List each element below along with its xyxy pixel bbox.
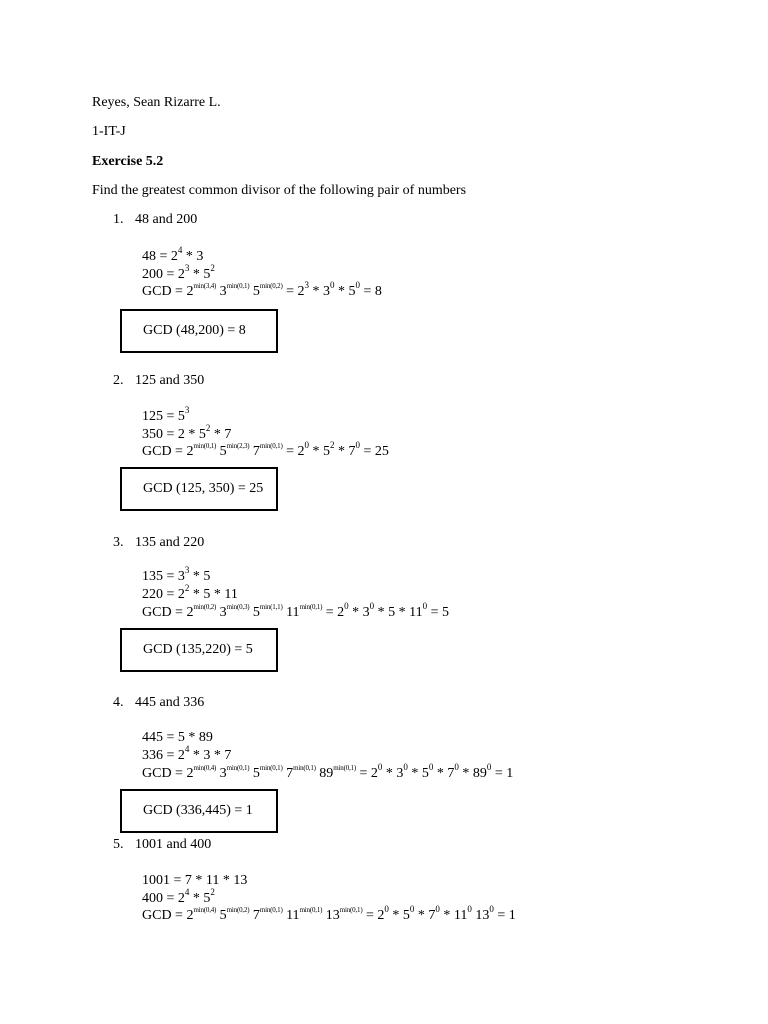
answer-text: GCD (125, 350) = 25 (143, 481, 264, 496)
factorization-line: $135 = 3^3 * 5$ (142, 565, 211, 584)
factorization-line: $350 = 2 * 5^2 * 7$ (142, 423, 232, 442)
factorization-line: 445 = 5 * 89 (142, 730, 213, 745)
factorization-line: $48 = 2^4 * 3$ (142, 245, 204, 264)
answer-box (120, 789, 278, 833)
gcd-computation: GCD = $2^{min(0,2)}$ $3^{min(0,3)}$ $5^{min(1,1)}$ $11^{min(0,1)} = 2^0 * 3^0 * 5 * 11^0 = 5$ (142, 601, 450, 620)
problem-title: 445 and 336 (135, 695, 205, 710)
problem-title: 48 and 200 (135, 212, 198, 227)
answer-box (120, 467, 278, 511)
factorization-line: 1001 = 7 * 11 * 13 (142, 873, 248, 888)
factorization-line: $220 = 2^2 * 5 * 11$ (142, 583, 238, 602)
student-name: Reyes, Sean Rizarre L. (92, 95, 221, 110)
problem-number: 5. (113, 837, 124, 852)
answer-box (120, 628, 278, 672)
factorization-line: $400 = 2^4 * 5^2$ (142, 887, 215, 906)
problem-title: 135 and 220 (135, 535, 205, 550)
exercise-title: Exercise 5.2 (92, 154, 164, 169)
answer-box (120, 309, 278, 353)
factorization-line: $336 = 2^4 * 3 * 7$ (142, 744, 232, 763)
section-code: 1-IT-J (92, 124, 126, 139)
gcd-computation: GCD = $2^{min(0,4)}$ $3^{min(0,1)}$ $5^{min(0,1)}$ $7^{min(0,1)}$ $89^{min(0,1)} = 2^0 * 3^0 * 5^0 * 7^0 * 89^0 = 1$ (142, 762, 514, 781)
answer-text: GCD (336,445) = 1 (143, 803, 253, 818)
problem-number: 4. (113, 695, 124, 710)
gcd-computation: GCD = $2^{min(3,4)}$ $3^{min(0,1)}$ $5^{min(0,2)} = 2^3 * 3^0 * 5^0 = 8$ (142, 280, 382, 299)
problem-title: 125 and 350 (135, 373, 205, 388)
problem-number: 1. (113, 212, 124, 227)
answer-text: GCD (48,200) = 8 (143, 323, 246, 338)
problem-number: 2. (113, 373, 124, 388)
factorization-line: $200 = 2^3 * 5^2$ (142, 263, 215, 282)
answer-text: GCD (135,220) = 5 (143, 642, 253, 657)
gcd-computation: GCD = $2^{min(0,4)}$ $5^{min(0,2)}$ $7^{min(0,1)}$ $11^{min(0,1)}$ $13^{min(0,1)} = 2^0 * 5^0 * 7^0 * 11^0$ $13^0 = 1$ (142, 904, 516, 923)
gcd-computation: GCD = $2^{min(0,1)}$ $5^{min(2,3)}$ $7^{min(0,1)} = 2^0 * 5^2 * 7^0 = 25$ (142, 440, 389, 459)
instruction-text: Find the greatest common divisor of the following pair of numbers (92, 183, 467, 198)
problem-title: 1001 and 400 (135, 837, 212, 852)
factorization-line: $125 = 5^3$ (142, 405, 190, 424)
problem-number: 3. (113, 535, 124, 550)
